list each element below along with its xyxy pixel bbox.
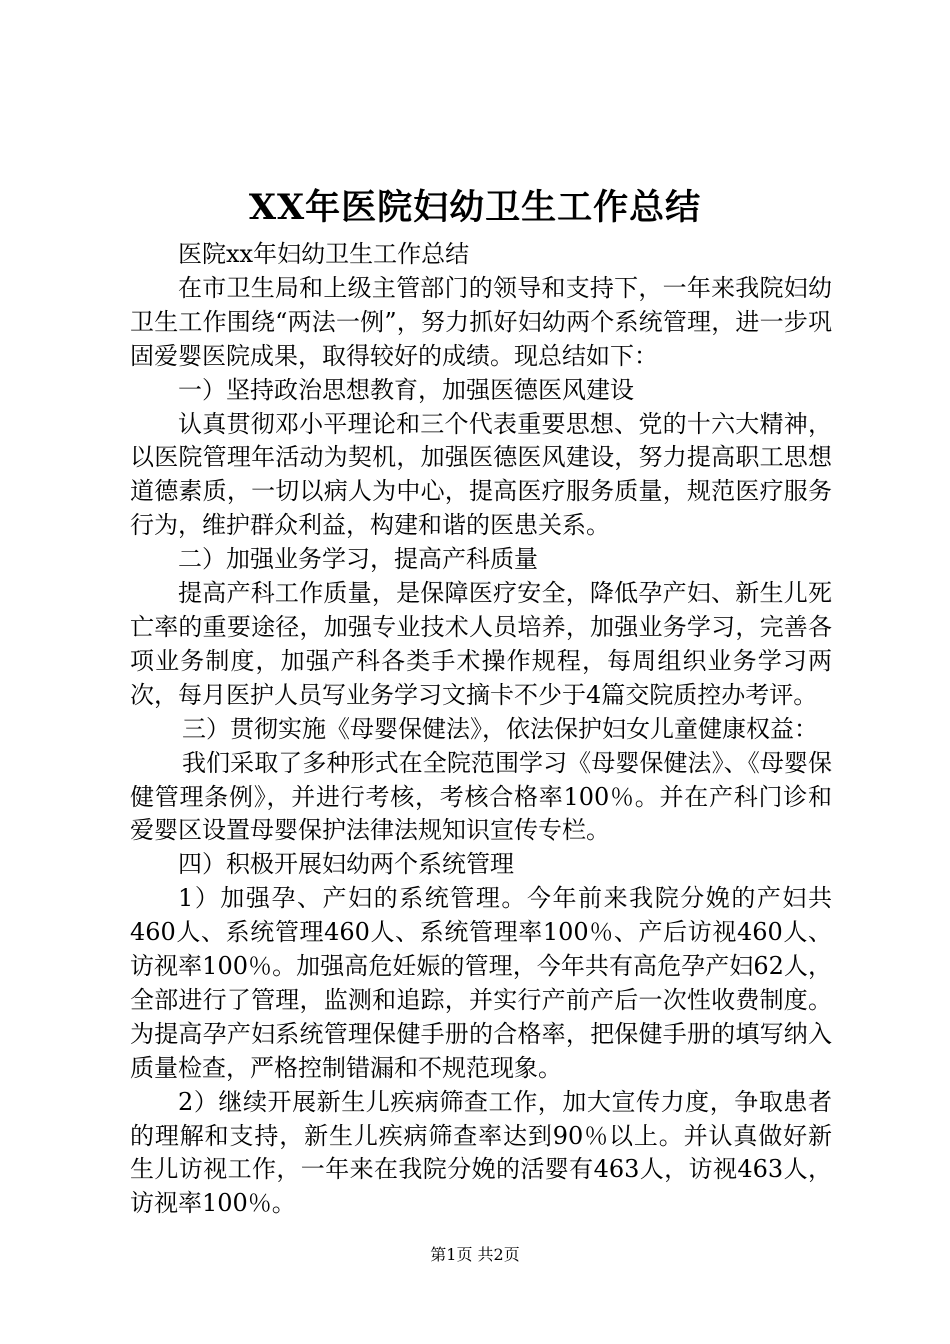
body-paragraph: 2）继续开展新生儿疾病筛查工作，加大宣传力度，争取患者的理解和支持，新生儿疾病筛查率达到90％以上。并认真做好新生儿访视工作，一年来在我院分娩的活婴有463人，访视463人，访视率100％。 <box>130 1087 832 1218</box>
section-heading-3: 三）贯彻实施《母婴保健法》，依法保护妇女儿童健康权益： <box>182 714 818 743</box>
section-heading-1: 一）坚持政治思想教育，加强医德医风建设 <box>178 375 634 404</box>
section-heading-2: 二）加强业务学习，提高产科质量 <box>178 545 538 574</box>
document-body <box>130 238 832 1221</box>
body-paragraph: 1）加强孕、产妇的系统管理。今年前来我院分娩的产妇共460人、系统管理460人、系统管理率100％、产后访视460人、访视率100％。加强高危妊娠的管理，今年共有高危孕产妇62人，全部进行了管理，监测和追踪，并实行产前产后一次性收费制度。为提高孕产妇系统管理保健手册的合格率，把保健手册的填写纳入质量检查，严格控制错漏和不规范现象。 <box>130 884 832 1082</box>
subtitle-paragraph: 医院xx年妇幼卫生工作总结 <box>178 240 470 268</box>
body-paragraph: 我们采取了多种形式在全院范围学习《母婴保健法》、《母婴保健管理条例》，并进行考核，考核合格率100％。并在产科门诊和爱婴区设置母婴保护法律法规知识宣传专栏。 <box>130 748 832 845</box>
intro-paragraph: 在市卫生局和上级主管部门的领导和支持下，一年来我院妇幼卫生工作围绕“两法一例”，努力抓好妇幼两个系统管理，进一步巩固爱婴医院成果，取得较好的成绩。现总结如下： <box>130 273 832 370</box>
body-paragraph: 提高产科工作质量，是保障医疗安全，降低孕产妇、新生儿死亡率的重要途径，加强专业技术人员培养，加强业务学习，完善各项业务制度，加强产科各类手术操作规程，每周组织业务学习两次，每月医护人员写业务学习文摘卡不少于4篇交院质控办考评。 <box>130 579 832 709</box>
body-paragraph: 认真贯彻邓小平理论和三个代表重要思想、党的十六大精神，以医院管理年活动为契机，加强医德医风建设，努力提高职工思想道德素质，一切以病人为中心，提高医疗服务质量，规范医疗服务行为，维护群众利益，构建和谐的医患关系。 <box>130 409 832 540</box>
page-number-footer: 第1页 共2页 <box>430 1245 520 1264</box>
section-heading-4: 四）积极开展妇幼两个系统管理 <box>178 850 514 879</box>
document-title: XX年医院妇幼卫生工作总结 <box>248 187 702 228</box>
